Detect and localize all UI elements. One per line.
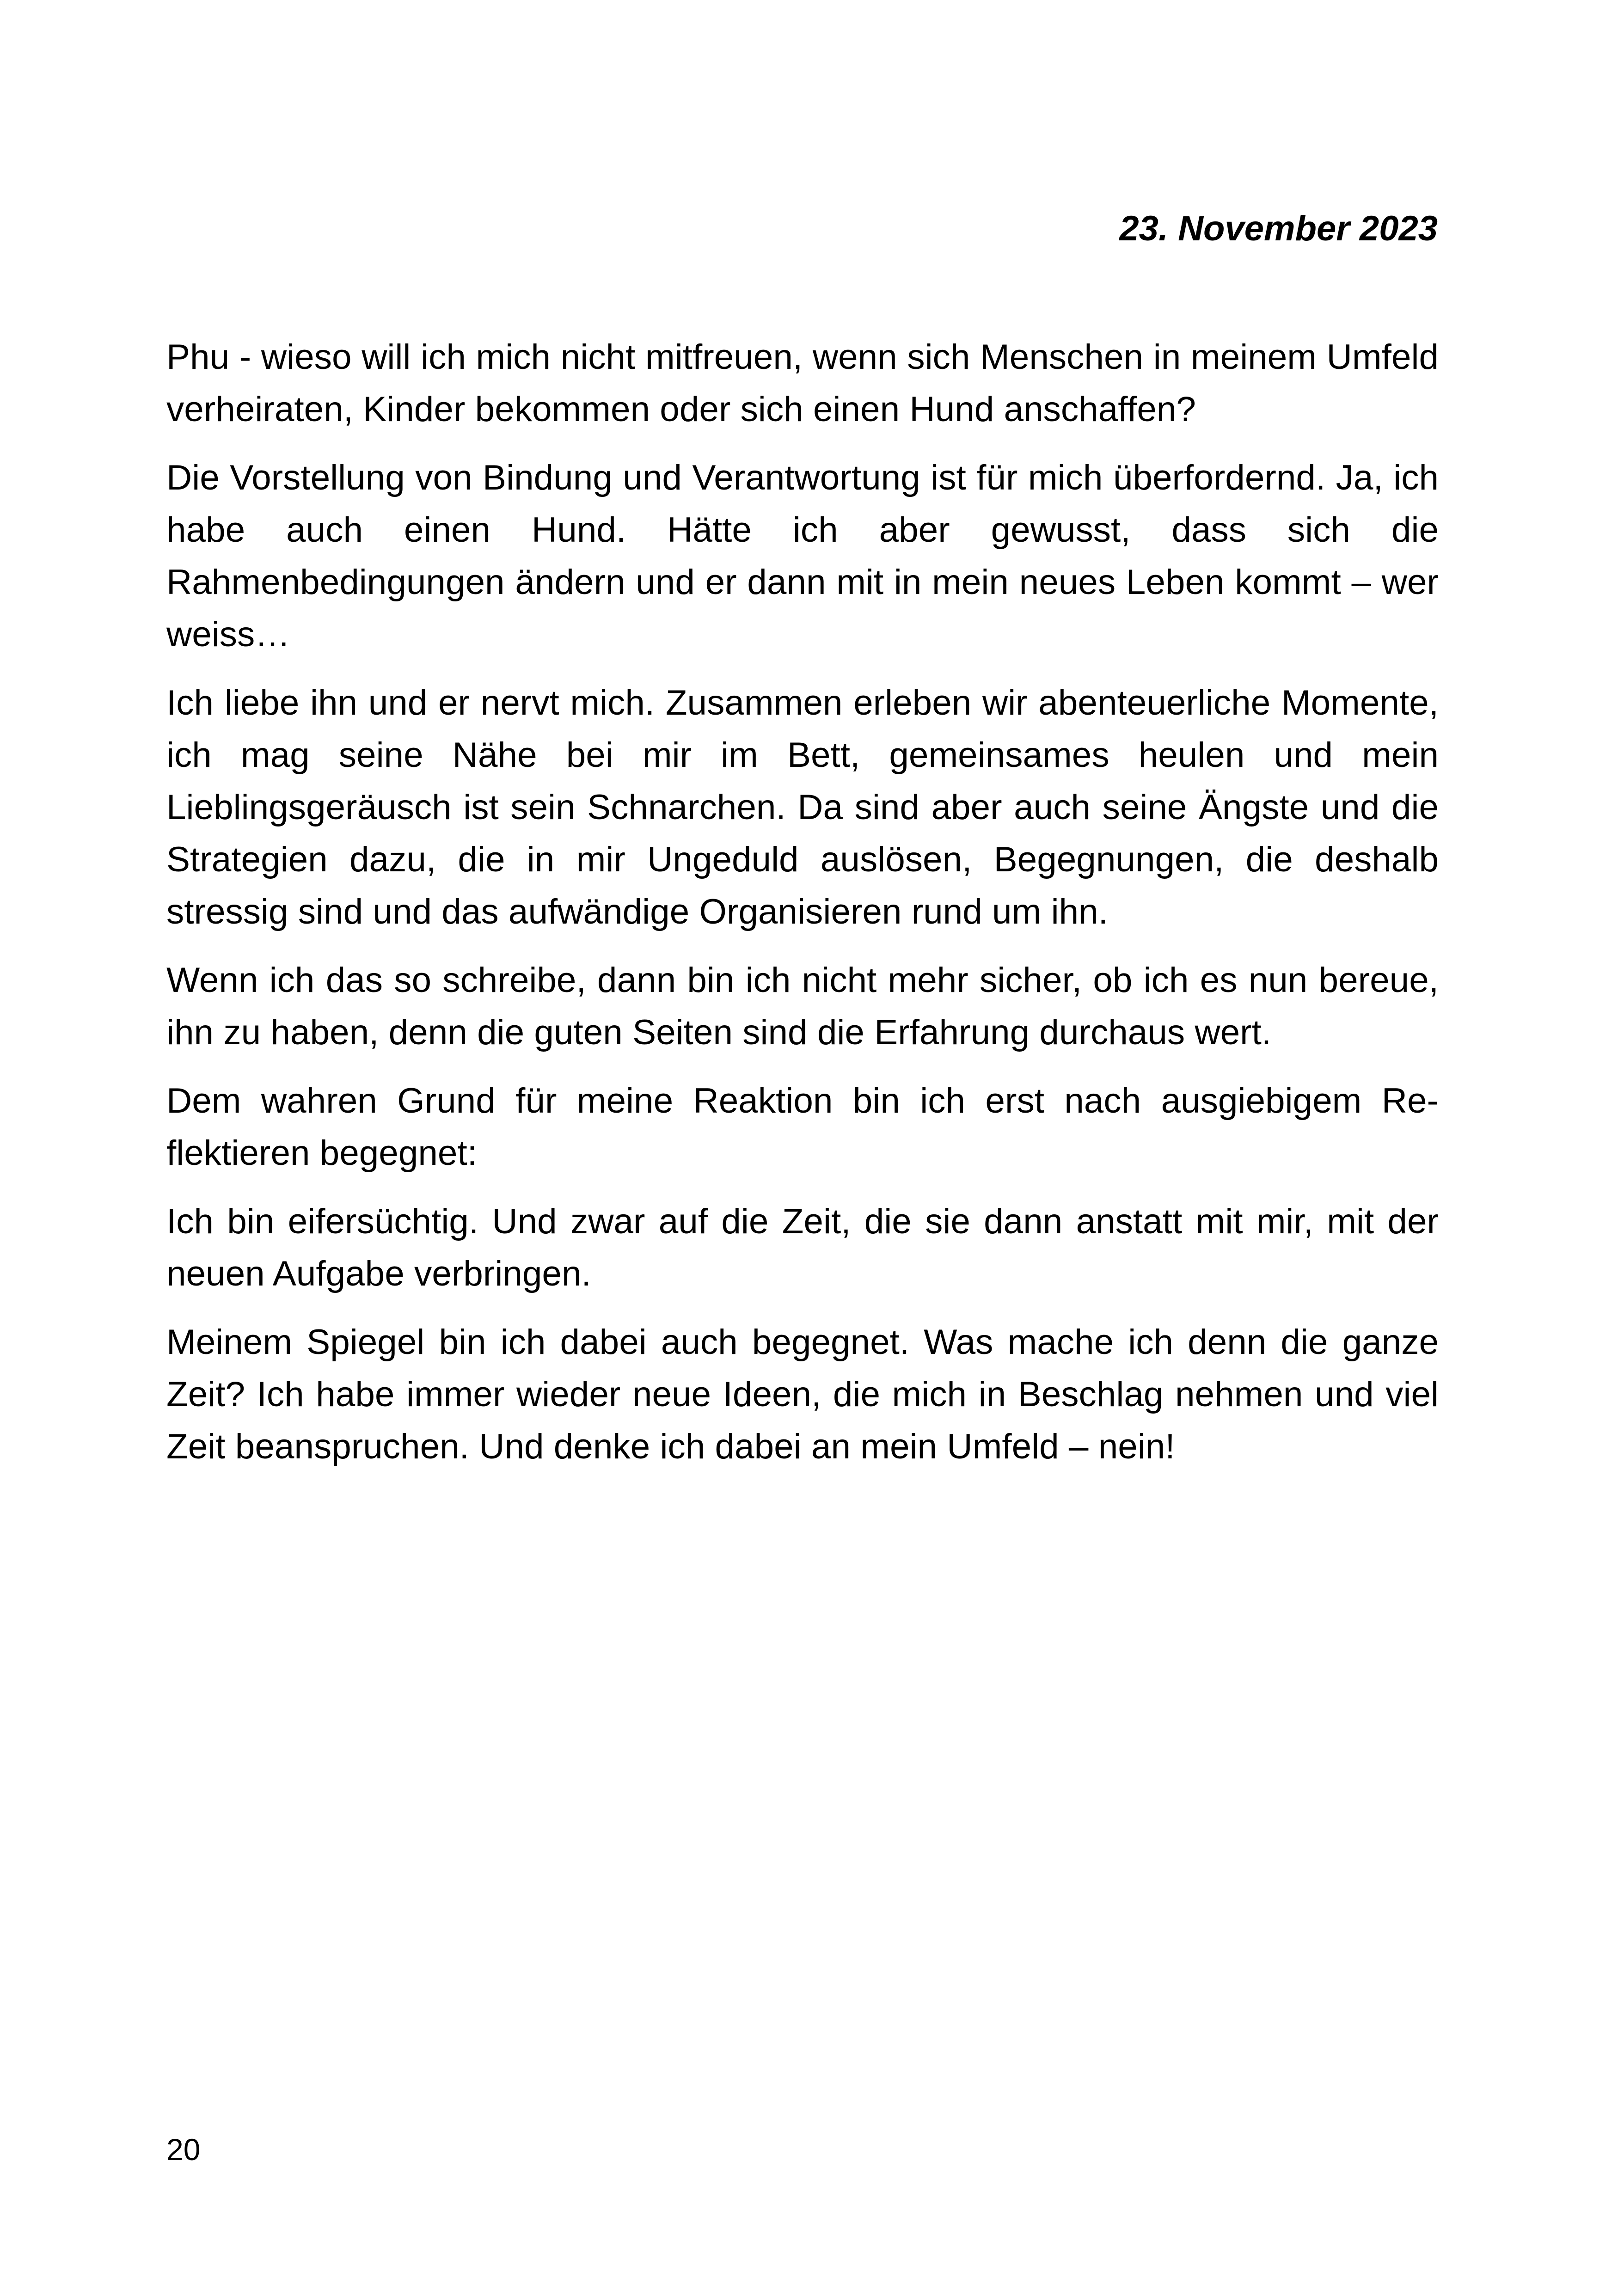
entry-body [166, 331, 1439, 1489]
paragraph-6: Ich bin eifersüchtig. Und zwar auf die Zeit, die sie dann anstatt mit mir, mit der neuen Aufgabe verbringen. [166, 1202, 1439, 1293]
paragraph-2: Die Vorstellung von Bindung und Verantwortung ist für mich überfordernd. Ja, ich habe auch einen Hund. Hätte ich aber gewusst, dass sich die Rahmenbedingungen ändern und er dann mit in mein neues Leben kommt – wer weiss… [166, 458, 1439, 654]
paragraph-4: Wenn ich das so schreibe, dann bin ich nicht mehr sicher, ob ich es nun bereue, ihn zu haben, denn die guten Seiten sind die Erfahrung durchaus wert. [166, 961, 1439, 1052]
paragraph-3: Ich liebe ihn und er nervt mich. Zusammen erleben wir abenteuerliche Momente, ich mag seine Nähe bei mir im Bett, gemeinsames heulen und mein Lieblingsgeräusch ist sein Schnarchen. Da sind aber auch seine Ängste und die Strategien dazu, die in mir Ungeduld auslösen, Begegnungen, die deshalb stressig sind und das aufwändige Organisieren rund um ihn. [166, 683, 1439, 931]
page-number: 20 [166, 2132, 201, 2167]
paragraph-7: Meinem Spiegel bin ich dabei auch begegnet. Was mache ich denn die ganze Zeit? Ich habe immer wieder neue Ideen, die mich in Beschlag nehmen und viel Zeit beanspruchen. Und denke ich dabei an mein Umfeld – nein! [166, 1322, 1439, 1466]
paragraph-1: Phu - wieso will ich mich nicht mitfreuen, wenn sich Menschen in meinem Umfeld verheiraten, Kinder bekommen oder sich einen Hund anschaffen? [166, 337, 1439, 429]
paragraph-5: Dem wahren Grund für meine Reaktion bin ich erst nach ausgiebigem Reflektieren begegnet: [166, 1081, 1439, 1173]
entry-date: 23. November 2023 [1119, 209, 1438, 248]
